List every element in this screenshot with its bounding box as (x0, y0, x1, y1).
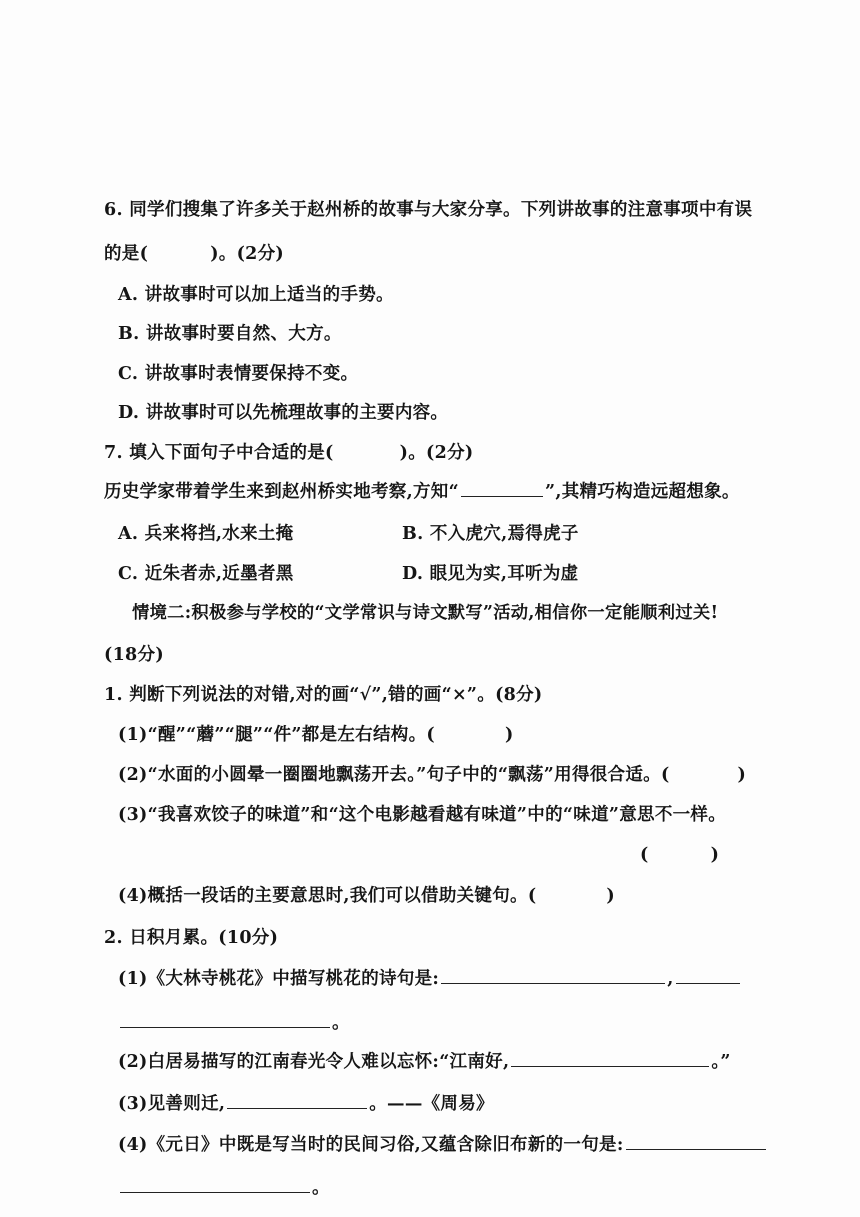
q7-stem-post: )。(2分) (399, 443, 474, 463)
q2-item-2-text: (2)白居易描写的江南春光令人难以忘怀:“江南好, (118, 1052, 510, 1072)
q2-item-1-comma: , (667, 969, 674, 989)
q2-item-1-blank-c[interactable] (120, 1026, 330, 1028)
q2-item-4-blank-b[interactable] (120, 1191, 310, 1193)
q1-item-4 (118, 886, 615, 907)
q6-stem-pre: 的是( (104, 244, 149, 264)
q2-item-1-blank-a[interactable] (441, 982, 665, 984)
q6-stem-line2 (104, 244, 284, 265)
q2-item-1-blank-b[interactable] (676, 982, 740, 984)
q7-sentence (104, 482, 740, 503)
q2-item-2 (118, 1052, 731, 1073)
q2-item-4-end: 。 (312, 1178, 330, 1198)
q1-item-3-close: ) (710, 845, 720, 865)
q7-option-d: D. 眼见为实,耳听为虚 (402, 564, 579, 584)
q2-item-1-cont (118, 1013, 350, 1034)
q1-item-3-paren (640, 845, 719, 866)
q6-stem-post: )。(2分) (210, 244, 285, 264)
q7-option-a: A. 兵来将挡,水来土掩 (118, 524, 294, 544)
q7-stem (104, 443, 473, 464)
q6-option-a: A. 讲故事时可以加上适当的手势。 (118, 285, 394, 305)
q2-item-3 (118, 1094, 494, 1115)
q1-item-4-text: (4)概括一段话的主要意思时,我们可以借助关键句。( (118, 886, 537, 906)
q1-item-2-close: ) (737, 765, 747, 785)
q1-stem: 1. 判断下列说法的对错,对的画“√”,错的画“×”。(8分) (104, 685, 543, 705)
q1-item-2-text: (2)“水面的小圆晕一圈圈地飘荡开去。”句子中的“飘荡”用得很合适。( (118, 765, 670, 785)
q6-option-b: B. 讲故事时要自然、大方。 (118, 324, 342, 344)
q2-item-2-blank[interactable] (511, 1065, 709, 1067)
section2-heading: 情境二:积极参与学校的“文学常识与诗文默写”活动,相信你一定能顺利过关! (132, 603, 719, 623)
q2-item-1-end: 。 (332, 1013, 350, 1033)
q2-item-4-cont (118, 1178, 330, 1199)
q7-option-b: B. 不入虎穴,焉得虎子 (402, 524, 579, 544)
q1-item-3-open: ( (640, 845, 649, 865)
q2-item-4-blank-a[interactable] (626, 1148, 766, 1150)
q1-item-4-close: ) (606, 886, 616, 906)
q2-item-2-end: 。” (711, 1052, 731, 1072)
q6-stem-line1: 6. 同学们搜集了许多关于赵州桥的故事与大家分享。下列讲故事的注意事项中有误 (104, 200, 753, 220)
q2-item-4 (118, 1135, 768, 1156)
q7-stem-pre: 7. 填入下面句子中合适的是( (104, 443, 334, 463)
q2-item-3-text: (3)见善则迁, (118, 1094, 226, 1114)
q2-stem: 2. 日积月累。(10分) (104, 928, 279, 948)
q2-item-3-end: 。——《周易》 (369, 1094, 494, 1114)
q2-item-1 (118, 969, 742, 990)
q2-item-4-text: (4)《元日》中既是写当时的民间习俗,又蕴含除旧布新的一句是: (118, 1135, 624, 1155)
q2-item-1-text: (1)《大林寺桃花》中描写桃花的诗句是: (118, 969, 440, 989)
q1-item-1-close: ) (504, 725, 514, 745)
q1-item-3: (3)“我喜欢饺子的味道”和“这个电影越看越有味道”中的“味道”意思不一样。 (118, 805, 727, 825)
q1-item-2 (118, 765, 746, 786)
q7-sentence-pre: 历史学家带着学生来到赵州桥实地考察,方知“ (104, 482, 459, 502)
section2-score: (18分) (104, 645, 164, 665)
q1-item-1-text: (1)“醒”“蘑”“腿”“件”都是左右结构。( (118, 725, 435, 745)
q1-item-1 (118, 725, 514, 746)
q6-option-c: C. 讲故事时表情要保持不变。 (118, 364, 359, 384)
q6-option-d: D. 讲故事时可以先梳理故事的主要内容。 (118, 403, 449, 423)
q7-sentence-post: ”,其精巧构造远超想象。 (544, 482, 740, 502)
q2-item-3-blank[interactable] (227, 1107, 367, 1109)
q7-sentence-blank[interactable] (461, 495, 543, 497)
q7-option-c: C. 近朱者赤,近墨者黑 (118, 564, 294, 584)
